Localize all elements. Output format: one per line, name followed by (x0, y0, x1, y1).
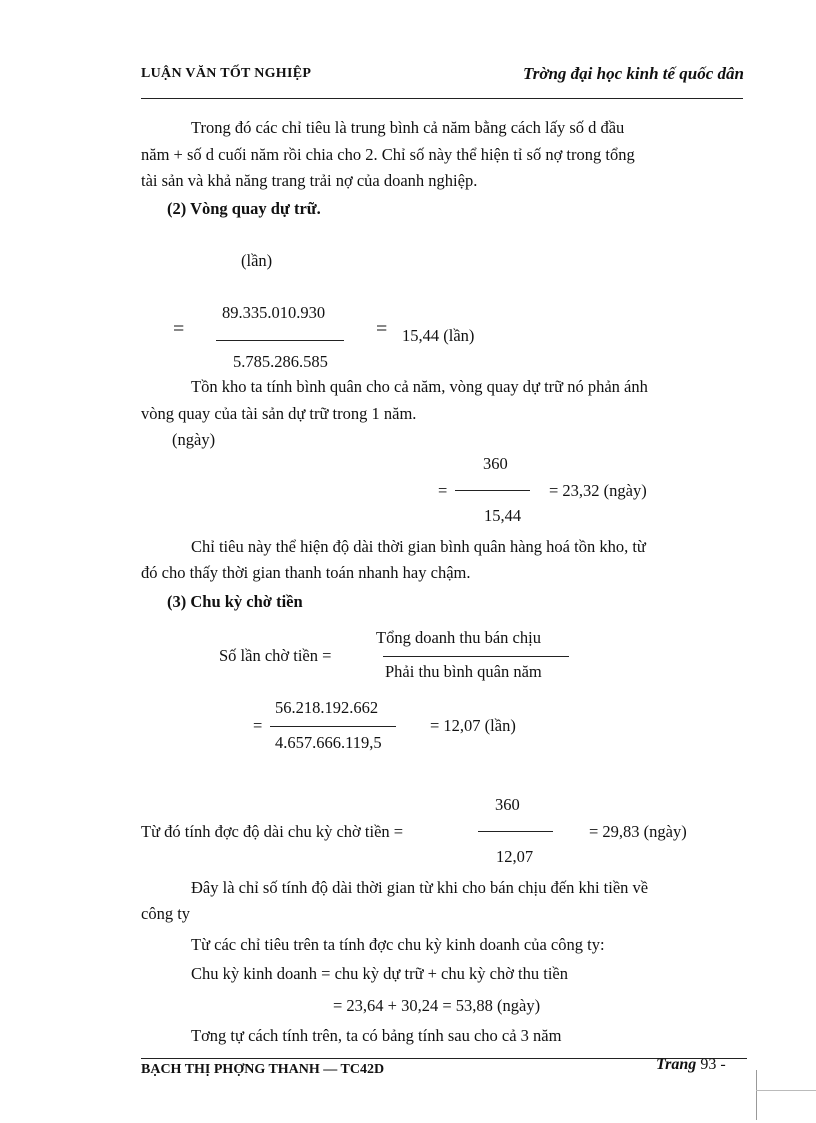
paragraph-line: Chu kỳ kinh doanh = chu kỳ dự trữ + chu kỳ chờ thu tiền (191, 964, 569, 983)
equals-sign: = (376, 318, 388, 340)
corner-mark (756, 1090, 816, 1091)
formula-denominator: 5.785.286.585 (233, 352, 328, 371)
paragraph-line: Trong đó các chỉ tiêu là trung bình cả năm bằng cách lấy số d đầu (191, 118, 625, 137)
equals-sign: = (253, 716, 263, 735)
paragraph-line: Đây là chỉ số tính độ dài thời gian từ khi cho bán chịu đến khi tiền về (191, 878, 649, 897)
formula-denominator: 15,44 (484, 506, 522, 525)
page-label: Trang (656, 1056, 697, 1073)
paragraph-line: vòng quay của tài sản dự trữ trong 1 năm. (141, 404, 417, 423)
paragraph-line: đó cho thấy thời gian thanh toán nhanh hay chậm. (141, 563, 471, 582)
formula-numerator: 56.218.192.662 (275, 698, 379, 717)
unit-label: (lần) (241, 251, 273, 270)
fraction-bar (270, 726, 396, 727)
section-heading-inventory-turnover: (2) Vòng quay dự trữ. (167, 199, 321, 218)
header-right-title: Trờng đại học kinh tế quốc dân (522, 64, 744, 83)
header-left-title: LUẬN VĂN TỐT NGHIỆP (141, 66, 312, 81)
formula-label: Số lần chờ tiền = (219, 646, 332, 665)
fraction-bar (455, 490, 530, 491)
formula-result: = 29,83 (ngày) (589, 822, 687, 841)
formula-result: = 12,07 (lần) (430, 716, 516, 735)
formula-numerator: 360 (495, 795, 520, 814)
paragraph-line: = 23,64 + 30,24 = 53,88 (ngày) (333, 996, 541, 1015)
fraction-bar (216, 340, 344, 341)
formula-numerator: 360 (483, 454, 508, 473)
formula-result: 15,44 (lần) (402, 326, 475, 345)
paragraph-line: công ty (141, 904, 191, 923)
paragraph-line: Tơng tự cách tính trên, ta có bảng tính sau cho cả 3 năm (191, 1026, 562, 1045)
formula-denominator: Phải thu bình quân năm (385, 662, 542, 681)
fraction-bar (478, 831, 553, 832)
formula-denominator: 4.657.666.119,5 (275, 733, 382, 752)
formula-result: = 23,32 (ngày) (549, 481, 647, 500)
corner-mark (756, 1070, 757, 1120)
footer-author: BẠCH THỊ PHỢNG THANH — TC42D (141, 1062, 385, 1077)
formula-numerator: 89.335.010.930 (222, 303, 326, 322)
paragraph-line: Từ các chỉ tiêu trên ta tính đợc chu kỳ kinh doanh của công ty: (191, 935, 605, 954)
paragraph-line: tài sản và khả năng trang trải nợ của doanh nghiệp. (141, 171, 478, 190)
header-divider (141, 98, 743, 99)
paragraph-line: Tồn kho ta tính bình quân cho cả năm, vòng quay dự trữ nó phản ánh (191, 377, 648, 396)
section-heading-collection-period: (3) Chu kỳ chờ tiền (167, 592, 303, 611)
footer-page (656, 1056, 726, 1074)
fraction-bar (383, 656, 569, 657)
unit-label: (ngày) (172, 430, 216, 449)
paragraph-line: năm + số d cuối năm rồi chia cho 2. Chỉ số này thể hiện tỉ số nợ trong tổng (141, 145, 635, 164)
page-number: 93 - (700, 1056, 726, 1073)
equals-sign: = (438, 481, 448, 500)
formula-label: Từ đó tính đợc độ dài chu kỳ chờ tiền = (141, 822, 404, 841)
formula-denominator: 12,07 (496, 847, 534, 866)
paragraph-line: Chỉ tiêu này thể hiện độ dài thời gian bình quân hàng hoá tồn kho, từ (191, 537, 646, 556)
equals-sign: = (173, 318, 185, 340)
formula-numerator: Tổng doanh thu bán chịu (376, 628, 541, 647)
